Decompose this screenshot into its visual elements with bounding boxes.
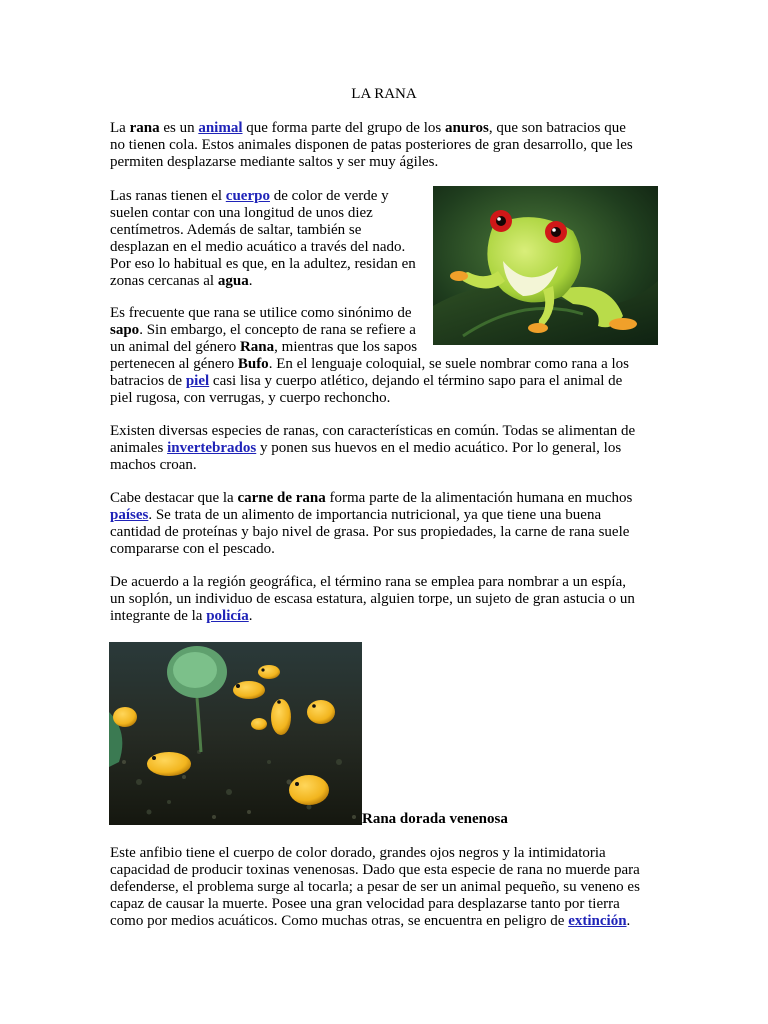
text-line: pertenecen al género Bufo. En el lenguaje coloquial, se suele nombrar como rana a los [110, 356, 629, 372]
paragraph-body [110, 423, 635, 474]
text-line: zonas cercanas al agua. [110, 273, 253, 289]
text-line: compararse con el pescado. [110, 541, 275, 557]
link-piel[interactable]: piel [185, 373, 210, 389]
text-line: capacidad de producir toxinas venenosas. Dado que esta especie de rana no muerde para [110, 862, 640, 878]
text-line: capaz de causar la muerte. Posee una gran velocidad para desplazarse tanto por tierra [110, 896, 620, 912]
text-line: machos croan. [110, 457, 197, 473]
link-animal[interactable]: animal [198, 120, 243, 136]
paragraph-body [110, 188, 416, 290]
text-line: Este anfibio tiene el cuerpo de color dorado, grandes ojos negros y la intimidatoria [110, 845, 606, 861]
link-invertebrados[interactable]: invertebrados [167, 440, 257, 456]
link-extincion[interactable]: extinción [568, 913, 627, 929]
text-line: sapo. Sin embargo, el concepto de rana se refiere a [110, 322, 416, 338]
paragraph-body [110, 574, 635, 625]
text-line: integrante de la policía. [110, 608, 253, 624]
text-line: desplazan en el medio acuático a través del nado. [110, 239, 406, 255]
link-cuerpo[interactable]: cuerpo [225, 188, 270, 204]
golden-frogs-photo [109, 642, 362, 825]
text-line: Existen diversas especies de ranas, con características en común. Todas se alimentan de [110, 423, 636, 439]
text-line: La rana es un animal que forma parte del grupo de los anuros, que son batracios que [110, 120, 626, 136]
text-line: Las ranas tienen el cuerpo de color de verde y [110, 188, 389, 204]
text-line: un animal del género Rana, mientras que los sapos [110, 339, 418, 355]
text-line: suelen contar con una longitud de unos diez [110, 205, 373, 221]
text-line: animales invertebrados y ponen sus huevos en el medio acuático. Por lo general, los [110, 440, 622, 456]
paragraph-body [110, 490, 632, 558]
link-paises[interactable]: países [110, 507, 149, 523]
text-line: permiten desplazarse mediante saltos y ser muy ágiles. [110, 154, 439, 170]
document-title: LA RANA [351, 86, 417, 102]
text-line: cantidad de proteínas y bajo nivel de grasa. Por sus propiedades, la carne de rana suele [110, 524, 630, 540]
text-line: Por eso lo habitual es que, en la adultez, residan en [110, 256, 416, 272]
text-line: piel rugosa, con verrugas, y cuerpo rechoncho. [110, 390, 391, 406]
text-line: no tienen cola. Estos animales disponen de patas posteriores de gran desarrollo, que les [110, 137, 633, 153]
text-line: centímetros. Además de saltar, también se [110, 222, 362, 238]
link-policia[interactable]: policía [206, 608, 249, 624]
paragraph-intro [110, 120, 633, 171]
paragraph-body [110, 305, 629, 407]
text-line: batracios de piel casi lisa y cuerpo atlético, dejando el término sapo para el animal de [110, 373, 623, 389]
text-line: países. Se trata de un alimento de importancia nutricional, ya que tiene una buena [110, 507, 602, 523]
paragraph-body [110, 845, 640, 930]
text-line: defenderse, el problema surge al tocarla; a pesar de ser un animal pequeño, su veneno es [110, 879, 640, 895]
text-line: Es frecuente que rana se utilice como sinónimo de [110, 305, 412, 321]
text-line: De acuerdo a la región geográfica, el término rana se emplea para nombrar a un espía, [110, 574, 626, 590]
image-caption: Rana dorada venenosa [362, 811, 508, 827]
text-line: Cabe destacar que la carne de rana forma parte de la alimentación humana en muchos [110, 490, 633, 506]
text-line: como por medios acuáticos. Como muchas otras, se encuentra en peligro de extinción. [110, 913, 631, 929]
text-line: un soplón, un individuo de escasa estatura, alguien torpe, un sujeto de gran astucia o un [110, 591, 635, 607]
